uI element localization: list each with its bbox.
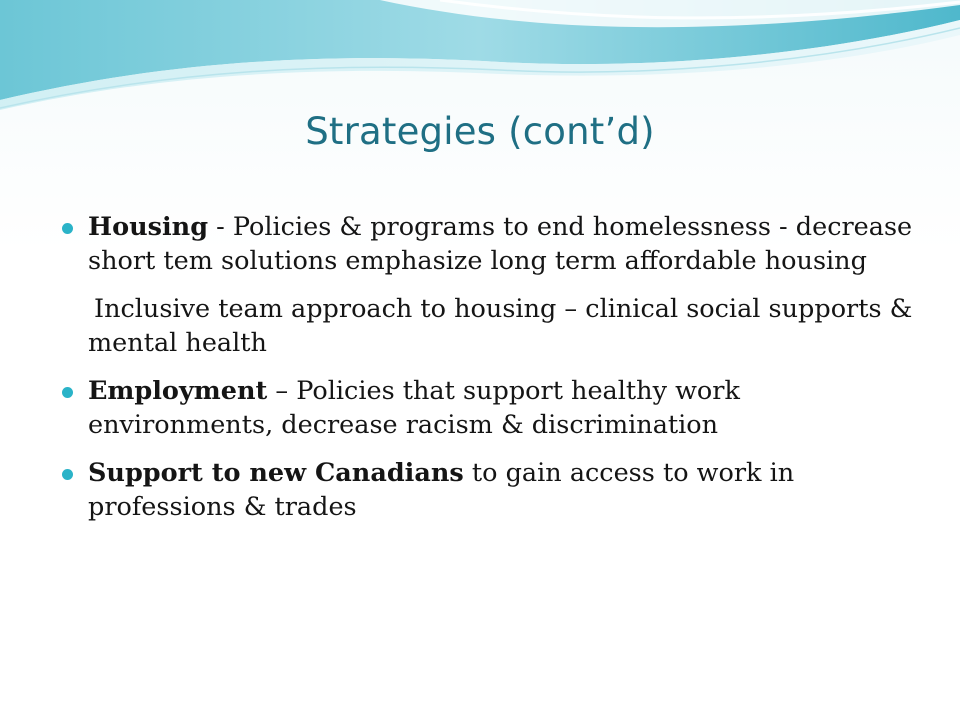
item-text: - Policies & programs to end homelessness - decrease short tem solutions emphasize long term affordable housing — [88, 212, 913, 276]
slide-title: Strategies (cont’d) — [305, 110, 655, 153]
bullet-list — [60, 210, 920, 538]
bullet-icon — [62, 387, 73, 398]
list-item-inclusive-team — [60, 292, 920, 360]
bullet-icon — [62, 223, 73, 234]
item-heading: Housing — [88, 212, 209, 242]
list-item-housing — [60, 210, 920, 278]
list-item-employment — [60, 374, 920, 442]
decorative-wave-header — [0, 0, 960, 120]
item-heading: Employment — [88, 376, 268, 406]
item-heading: Support to new Canadians — [88, 458, 464, 488]
list-item-new-canadians — [60, 456, 920, 524]
bullet-icon — [62, 469, 73, 480]
item-text: – Policies that support healthy work environments, decrease racism & discrimination — [88, 376, 740, 440]
item-text: to gain access to work in professions & trades — [88, 458, 795, 522]
item-text: Inclusive team approach to housing – clinical social supports & mental health — [88, 294, 913, 358]
